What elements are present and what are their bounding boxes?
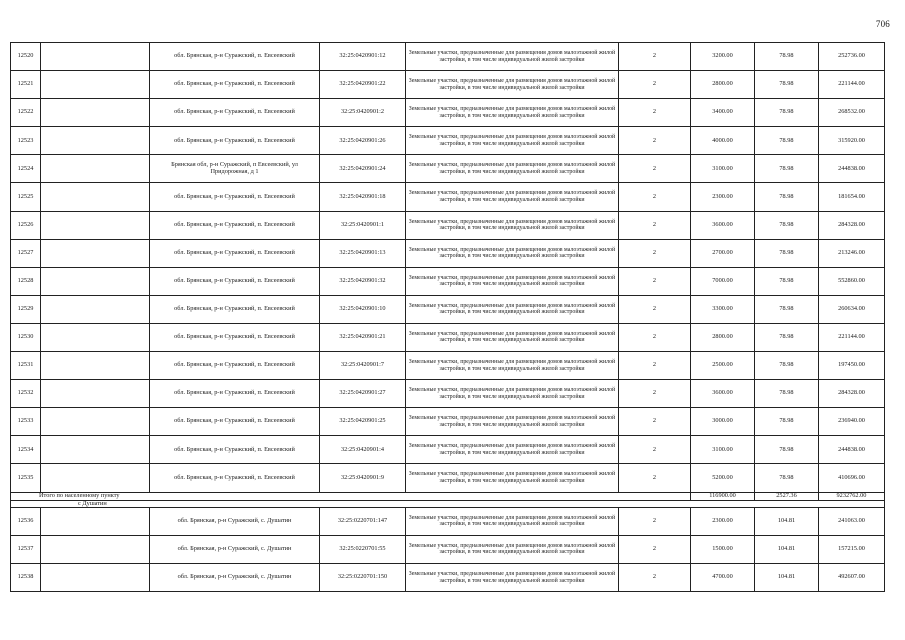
table-row bbox=[11, 211, 885, 239]
specific-value-cell: 104.81 bbox=[755, 563, 819, 591]
area-cell: 3600.00 bbox=[691, 211, 755, 239]
specific-value-cell: 78.98 bbox=[755, 155, 819, 183]
group-number-cell: 2 bbox=[619, 535, 691, 563]
land-purpose-cell: Земельные участки, предназначенные для размещения домов малоэтажной жилой застройки, в том числе индивидуальной жилой застройки bbox=[406, 436, 619, 464]
group-number-cell: 2 bbox=[619, 239, 691, 267]
cadastral-value-cell: 252736.00 bbox=[819, 43, 885, 71]
land-purpose-cell: Земельные участки, предназначенные для размещения домов малоэтажной жилой застройки, в том числе индивидуальной жилой застройки bbox=[406, 295, 619, 323]
empty-cell-cell bbox=[41, 267, 150, 295]
area-cell: 3000.00 bbox=[691, 408, 755, 436]
address-cell: Брянская обл, р-н Суражский, п Евсеевский, ул Придорожная, д 1 bbox=[150, 155, 320, 183]
total-value-cell: 9232762.00 bbox=[819, 492, 885, 500]
address-cell: обл. Брянская, р-н Суражский, п. Евсеевский bbox=[150, 267, 320, 295]
row-number-cell: 12534 bbox=[11, 436, 41, 464]
empty-cell-cell bbox=[41, 183, 150, 211]
table-row bbox=[11, 464, 885, 492]
cadastral-value-cell: 197450.00 bbox=[819, 352, 885, 380]
land-purpose-cell: Земельные участки, предназначенные для размещения домов малоэтажной жилой застройки, в том числе индивидуальной жилой застройки bbox=[406, 43, 619, 71]
table-row bbox=[11, 43, 885, 71]
area-cell: 3400.00 bbox=[691, 99, 755, 127]
address-cell: обл. Брянская, р-н Суражский, п. Евсеевский bbox=[150, 380, 320, 408]
cadastral-value-cell: 221144.00 bbox=[819, 71, 885, 99]
row-number-cell: 12531 bbox=[11, 352, 41, 380]
empty-cell-cell bbox=[41, 211, 150, 239]
address-cell: обл. Брянская, р-н Суражский, с. Душатин bbox=[150, 535, 320, 563]
specific-value-cell: 78.98 bbox=[755, 127, 819, 155]
land-purpose-cell: Земельные участки, предназначенные для размещения домов малоэтажной жилой застройки, в том числе индивидуальной жилой застройки bbox=[406, 507, 619, 535]
table-row bbox=[11, 127, 885, 155]
total-rate-cell: 2527.36 bbox=[755, 492, 819, 500]
cadastral-value-cell: 284328.00 bbox=[819, 380, 885, 408]
table-row bbox=[11, 408, 885, 436]
land-purpose-cell: Земельные участки, предназначенные для размещения домов малоэтажной жилой застройки, в том числе индивидуальной жилой застройки bbox=[406, 155, 619, 183]
empty-cell-cell bbox=[41, 380, 150, 408]
table-row bbox=[11, 323, 885, 351]
group-number-cell: 2 bbox=[619, 183, 691, 211]
specific-value-cell: 78.98 bbox=[755, 295, 819, 323]
area-cell: 1500.00 bbox=[691, 535, 755, 563]
empty-cell-cell bbox=[41, 436, 150, 464]
group-number-cell: 2 bbox=[619, 380, 691, 408]
address-cell: обл. Брянская, р-н Суражский, п. Евсеевский bbox=[150, 71, 320, 99]
address-cell: обл. Брянская, р-н Суражский, п. Евсеевский bbox=[150, 464, 320, 492]
table-row bbox=[11, 535, 885, 563]
empty-cell-cell bbox=[41, 43, 150, 71]
cadastral-value-cell: 157215.00 bbox=[819, 535, 885, 563]
cadastral-value-cell: 492607.00 bbox=[819, 563, 885, 591]
cadastral-value-cell: 268532.00 bbox=[819, 99, 885, 127]
cadastral-value-cell: 221144.00 bbox=[819, 323, 885, 351]
specific-value-cell: 78.98 bbox=[755, 436, 819, 464]
address-cell: обл. Брянская, р-н Суражский, п. Евсеевский bbox=[150, 295, 320, 323]
area-cell: 2500.00 bbox=[691, 352, 755, 380]
area-cell: 4700.00 bbox=[691, 563, 755, 591]
land-purpose-cell: Земельные участки, предназначенные для размещения домов малоэтажной жилой застройки, в том числе индивидуальной жилой застройки bbox=[406, 464, 619, 492]
area-cell: 4000.00 bbox=[691, 127, 755, 155]
cadastral-number-cell: 32:25:0420901:18 bbox=[320, 183, 406, 211]
land-purpose-cell: Земельные участки, предназначенные для размещения домов малоэтажной жилой застройки, в том числе индивидуальной жилой застройки bbox=[406, 267, 619, 295]
empty-cell-cell bbox=[41, 535, 150, 563]
row-number-cell: 12535 bbox=[11, 464, 41, 492]
specific-value-cell: 78.98 bbox=[755, 464, 819, 492]
specific-value-cell: 78.98 bbox=[755, 408, 819, 436]
table-row bbox=[11, 295, 885, 323]
specific-value-cell: 78.98 bbox=[755, 183, 819, 211]
row-number-cell: 12528 bbox=[11, 267, 41, 295]
area-cell: 3100.00 bbox=[691, 436, 755, 464]
specific-value-cell: 78.98 bbox=[755, 211, 819, 239]
cadastral-value-cell: 236940.00 bbox=[819, 408, 885, 436]
cadastral-value-cell: 241063.00 bbox=[819, 507, 885, 535]
cadastral-number-cell: 32:25:0420901:7 bbox=[320, 352, 406, 380]
empty-cell-cell bbox=[41, 71, 150, 99]
land-purpose-cell: Земельные участки, предназначенные для размещения домов малоэтажной жилой застройки, в том числе индивидуальной жилой застройки bbox=[406, 71, 619, 99]
group-number-cell: 2 bbox=[619, 155, 691, 183]
cadastral-number-cell: 32:25:0420901:4 bbox=[320, 436, 406, 464]
table-row bbox=[11, 436, 885, 464]
row-number-cell: 12530 bbox=[11, 323, 41, 351]
empty-cell-cell bbox=[41, 295, 150, 323]
row-number-cell: 12523 bbox=[11, 127, 41, 155]
specific-value-cell: 78.98 bbox=[755, 323, 819, 351]
table-row bbox=[11, 352, 885, 380]
area-cell: 3100.00 bbox=[691, 155, 755, 183]
table-row bbox=[11, 507, 885, 535]
group-number-cell: 2 bbox=[619, 295, 691, 323]
group-number-cell: 2 bbox=[619, 507, 691, 535]
cadastral-number-cell: 32:25:0420901:26 bbox=[320, 127, 406, 155]
empty-cell-cell bbox=[41, 127, 150, 155]
empty-cell-cell bbox=[41, 464, 150, 492]
address-cell: обл. Брянская, р-н Суражский, п. Евсеевский bbox=[150, 323, 320, 351]
land-purpose-cell: Земельные участки, предназначенные для размещения домов малоэтажной жилой застройки, в том числе индивидуальной жилой застройки bbox=[406, 352, 619, 380]
row-number-cell: 12532 bbox=[11, 380, 41, 408]
specific-value-cell: 78.98 bbox=[755, 71, 819, 99]
total-area-cell: 116900.00 bbox=[691, 492, 755, 500]
area-cell: 2800.00 bbox=[691, 71, 755, 99]
row-number-cell: 12533 bbox=[11, 408, 41, 436]
cadastral-value-cell: 213246.00 bbox=[819, 239, 885, 267]
address-cell: обл. Брянская, р-н Суражский, п. Евсеевский bbox=[150, 127, 320, 155]
cadastral-value-cell: 284328.00 bbox=[819, 211, 885, 239]
area-cell: 2800.00 bbox=[691, 323, 755, 351]
row-number-cell: 12536 bbox=[11, 507, 41, 535]
group-number-cell: 2 bbox=[619, 127, 691, 155]
cadastral-value-cell: 260634.00 bbox=[819, 295, 885, 323]
specific-value-cell: 78.98 bbox=[755, 352, 819, 380]
total-row bbox=[11, 492, 885, 500]
row-number-cell: 12529 bbox=[11, 295, 41, 323]
specific-value-cell: 104.81 bbox=[755, 535, 819, 563]
address-cell: обл. Брянская, р-н Суражский, п. Евсеевский bbox=[150, 43, 320, 71]
total-label: Итого по населенному пункту bbox=[11, 492, 691, 500]
settlement-heading: с Душатин bbox=[11, 500, 885, 507]
row-number-cell: 12522 bbox=[11, 99, 41, 127]
group-number-cell: 2 bbox=[619, 436, 691, 464]
empty-cell-cell bbox=[41, 507, 150, 535]
cadastral-number-cell: 32:25:0420901:27 bbox=[320, 380, 406, 408]
land-purpose-cell: Земельные участки, предназначенные для размещения домов малоэтажной жилой застройки, в том числе индивидуальной жилой застройки bbox=[406, 323, 619, 351]
land-purpose-cell: Земельные участки, предназначенные для размещения домов малоэтажной жилой застройки, в том числе индивидуальной жилой застройки bbox=[406, 563, 619, 591]
cadastral-value-cell: 552860.00 bbox=[819, 267, 885, 295]
group-number-cell: 2 bbox=[619, 323, 691, 351]
empty-cell-cell bbox=[41, 352, 150, 380]
group-number-cell: 2 bbox=[619, 71, 691, 99]
empty-cell-cell bbox=[41, 408, 150, 436]
empty-cell-cell bbox=[41, 99, 150, 127]
area-cell: 5200.00 bbox=[691, 464, 755, 492]
land-purpose-cell: Земельные участки, предназначенные для размещения домов малоэтажной жилой застройки, в том числе индивидуальной жилой застройки bbox=[406, 408, 619, 436]
area-cell: 2700.00 bbox=[691, 239, 755, 267]
land-purpose-cell: Земельные участки, предназначенные для размещения домов малоэтажной жилой застройки, в том числе индивидуальной жилой застройки bbox=[406, 535, 619, 563]
land-purpose-cell: Земельные участки, предназначенные для размещения домов малоэтажной жилой застройки, в том числе индивидуальной жилой застройки bbox=[406, 239, 619, 267]
cadastral-value-cell: 244838.00 bbox=[819, 436, 885, 464]
cadastral-number-cell: 32:25:0220701:147 bbox=[320, 507, 406, 535]
address-cell: обл. Брянская, р-н Суражский, с. Душатин bbox=[150, 507, 320, 535]
empty-cell-cell bbox=[41, 239, 150, 267]
group-number-cell: 2 bbox=[619, 464, 691, 492]
row-number-cell: 12526 bbox=[11, 211, 41, 239]
specific-value-cell: 78.98 bbox=[755, 380, 819, 408]
specific-value-cell: 104.81 bbox=[755, 507, 819, 535]
empty-cell-cell bbox=[41, 155, 150, 183]
cadastral-number-cell: 32:25:0420901:1 bbox=[320, 211, 406, 239]
cadastral-number-cell: 32:25:0420901:22 bbox=[320, 71, 406, 99]
page-number: 706 bbox=[875, 19, 890, 29]
address-cell: обл. Брянская, р-н Суражский, п. Евсеевский bbox=[150, 211, 320, 239]
empty-cell-cell bbox=[41, 563, 150, 591]
cadastral-number-cell: 32:25:0420901:12 bbox=[320, 43, 406, 71]
cadastral-number-cell: 32:25:0420901:24 bbox=[320, 155, 406, 183]
group-number-cell: 2 bbox=[619, 267, 691, 295]
register-body bbox=[11, 43, 885, 592]
area-cell: 3300.00 bbox=[691, 295, 755, 323]
row-number-cell: 12521 bbox=[11, 71, 41, 99]
group-number-cell: 2 bbox=[619, 43, 691, 71]
address-cell: обл. Брянская, р-н Суражский, п. Евсеевский bbox=[150, 352, 320, 380]
cadastral-number-cell: 32:25:0420901:32 bbox=[320, 267, 406, 295]
cadastral-number-cell: 32:25:0220701:150 bbox=[320, 563, 406, 591]
area-cell: 3200.00 bbox=[691, 43, 755, 71]
cadastral-number-cell: 32:25:0420901:10 bbox=[320, 295, 406, 323]
area-cell: 2300.00 bbox=[691, 507, 755, 535]
address-cell: обл. Брянская, р-н Суражский, п. Евсеевский bbox=[150, 436, 320, 464]
address-cell: обл. Брянская, р-н Суражский, п. Евсеевский bbox=[150, 99, 320, 127]
group-number-cell: 2 bbox=[619, 352, 691, 380]
land-purpose-cell: Земельные участки, предназначенные для размещения домов малоэтажной жилой застройки, в том числе индивидуальной жилой застройки bbox=[406, 380, 619, 408]
settlement-heading-row bbox=[11, 500, 885, 507]
group-number-cell: 2 bbox=[619, 408, 691, 436]
group-number-cell: 2 bbox=[619, 563, 691, 591]
address-cell: обл. Брянская, р-н Суражский, п. Евсеевский bbox=[150, 408, 320, 436]
cadastral-number-cell: 32:25:0220701:55 bbox=[320, 535, 406, 563]
table-row bbox=[11, 99, 885, 127]
specific-value-cell: 78.98 bbox=[755, 43, 819, 71]
cadastral-number-cell: 32:25:0420901:9 bbox=[320, 464, 406, 492]
row-number-cell: 12537 bbox=[11, 535, 41, 563]
specific-value-cell: 78.98 bbox=[755, 267, 819, 295]
specific-value-cell: 78.98 bbox=[755, 239, 819, 267]
row-number-cell: 12538 bbox=[11, 563, 41, 591]
group-number-cell: 2 bbox=[619, 99, 691, 127]
address-cell: обл. Брянская, р-н Суражский, с. Душатин bbox=[150, 563, 320, 591]
cadastral-value-cell: 244838.00 bbox=[819, 155, 885, 183]
table-row bbox=[11, 71, 885, 99]
row-number-cell: 12527 bbox=[11, 239, 41, 267]
table-row bbox=[11, 239, 885, 267]
group-number-cell: 2 bbox=[619, 211, 691, 239]
table-row bbox=[11, 380, 885, 408]
area-cell: 2300.00 bbox=[691, 183, 755, 211]
land-purpose-cell: Земельные участки, предназначенные для размещения домов малоэтажной жилой застройки, в том числе индивидуальной жилой застройки bbox=[406, 211, 619, 239]
cadastral-number-cell: 32:25:0420901:2 bbox=[320, 99, 406, 127]
table-row bbox=[11, 183, 885, 211]
address-cell: обл. Брянская, р-н Суражский, п. Евсеевский bbox=[150, 183, 320, 211]
cadastral-value-cell: 410696.00 bbox=[819, 464, 885, 492]
cadastral-value-cell: 181654.00 bbox=[819, 183, 885, 211]
cadastral-number-cell: 32:25:0420901:21 bbox=[320, 323, 406, 351]
land-purpose-cell: Земельные участки, предназначенные для размещения домов малоэтажной жилой застройки, в том числе индивидуальной жилой застройки bbox=[406, 99, 619, 127]
row-number-cell: 12524 bbox=[11, 155, 41, 183]
area-cell: 7000.00 bbox=[691, 267, 755, 295]
land-purpose-cell: Земельные участки, предназначенные для размещения домов малоэтажной жилой застройки, в том числе индивидуальной жилой застройки bbox=[406, 183, 619, 211]
specific-value-cell: 78.98 bbox=[755, 99, 819, 127]
cadastral-number-cell: 32:25:0420901:13 bbox=[320, 239, 406, 267]
address-cell: обл. Брянская, р-н Суражский, п. Евсеевский bbox=[150, 239, 320, 267]
row-number-cell: 12525 bbox=[11, 183, 41, 211]
land-purpose-cell: Земельные участки, предназначенные для размещения домов малоэтажной жилой застройки, в том числе индивидуальной жилой застройки bbox=[406, 127, 619, 155]
cadastral-number-cell: 32:25:0420901:25 bbox=[320, 408, 406, 436]
empty-cell-cell bbox=[41, 323, 150, 351]
table-row bbox=[11, 563, 885, 591]
table-row bbox=[11, 267, 885, 295]
area-cell: 3600.00 bbox=[691, 380, 755, 408]
cadastral-value-cell: 315920.00 bbox=[819, 127, 885, 155]
table-row bbox=[11, 155, 885, 183]
cadastral-register-table bbox=[10, 42, 885, 592]
row-number-cell: 12520 bbox=[11, 43, 41, 71]
